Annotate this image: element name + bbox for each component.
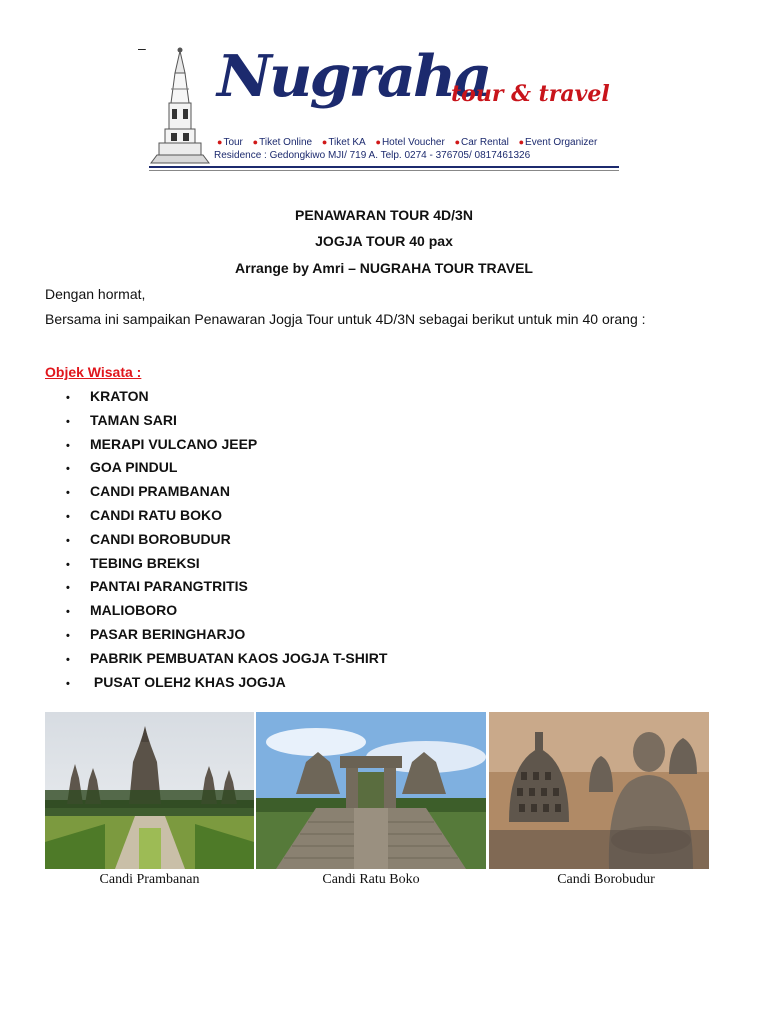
list-item: • MERAPI VULCANO JEEP [66,435,387,459]
arranged-by: Arrange by Amri – NUGRAHA TOUR TRAVEL [235,260,533,276]
red-dot-icon: ● [454,137,460,147]
offer-title: PENAWARAN TOUR 4D/3N [295,207,473,223]
red-dot-icon: ● [518,137,525,147]
service-item: ●Tiket KA [321,137,366,148]
bullet-icon: • [66,558,70,571]
list-item: • MALIOBORO [66,601,387,625]
bullet-icon: • [66,534,70,547]
bullet-icon: • [66,463,70,476]
tour-subtitle: JOGJA TOUR 40 pax [315,233,453,249]
service-item: ●Tour [217,137,243,148]
red-dot-icon: ● [375,137,381,147]
list-item: • PABRIK PEMBUATAN KAOS JOGJA T-SHIRT [66,649,387,673]
bullet-icon: • [66,629,70,642]
caption-ratu-boko: Candi Ratu Boko [322,872,420,887]
section-title: Objek Wisata : [45,364,142,380]
caption-borobudur: Candi Borobudur [557,872,655,887]
destination-list [66,387,387,696]
service-item: ●Tiket Online [252,137,313,148]
bullet-icon: • [66,439,70,452]
service-item: ●Event Organizer [518,137,598,148]
list-item: • PASAR BERINGHARJO [66,625,387,649]
service-item: ●Car Rental [454,137,509,148]
bullet-icon: • [66,487,70,500]
intro-paragraph: Bersama ini sampaikan Penawaran Jogja Tour untuk 4D/3N sebagai berikut untuk min 40 orang : [45,311,646,327]
photo-borobudur [489,712,709,869]
bullet-icon: • [66,677,70,690]
greeting: Dengan hormat, [45,286,146,302]
brand-tagline: tour & travel [451,81,610,107]
list-item: • TAMAN SARI [66,411,387,435]
red-dot-icon: ● [217,137,223,147]
red-dot-icon: ● [252,137,259,147]
top-dash: – [138,40,146,56]
photo-ratu-boko [256,712,486,869]
bullet-icon: • [66,392,70,404]
list-item: • KRATON [66,387,387,411]
list-item: • CANDI PRAMBANAN [66,482,387,506]
bullet-icon: • [66,582,70,595]
letterhead [145,45,623,173]
tugu-monument-icon [145,45,215,167]
caption-prambanan: Candi Prambanan [99,872,200,887]
list-item: • CANDI RATU BOKO [66,506,387,530]
residence-address: Residence : Gedongkiwo MJI/ 719 A. Telp. 0274 - 376705/ 0817461326 [214,150,531,161]
bullet-icon: • [66,653,70,666]
bullet-icon: • [66,606,70,619]
list-item: • CANDI BOROBUDUR [66,530,387,554]
photo-prambanan [45,712,254,869]
list-item: • PUSAT OLEH2 KHAS JOGJA [66,673,387,697]
bullet-icon: • [66,415,70,428]
brand-logo-text: Nugraha [217,43,490,111]
letterhead-divider [149,166,619,168]
list-item: • PANTAI PARANGTRITIS [66,577,387,601]
red-dot-icon: ● [321,137,328,147]
bullet-icon: • [66,510,70,523]
letterhead-divider-thin [149,170,619,171]
list-item: • TEBING BREKSI [66,554,387,578]
services-row [217,137,627,148]
list-item: • GOA PINDUL [66,458,387,482]
service-item: ●Hotel Voucher [375,137,445,148]
